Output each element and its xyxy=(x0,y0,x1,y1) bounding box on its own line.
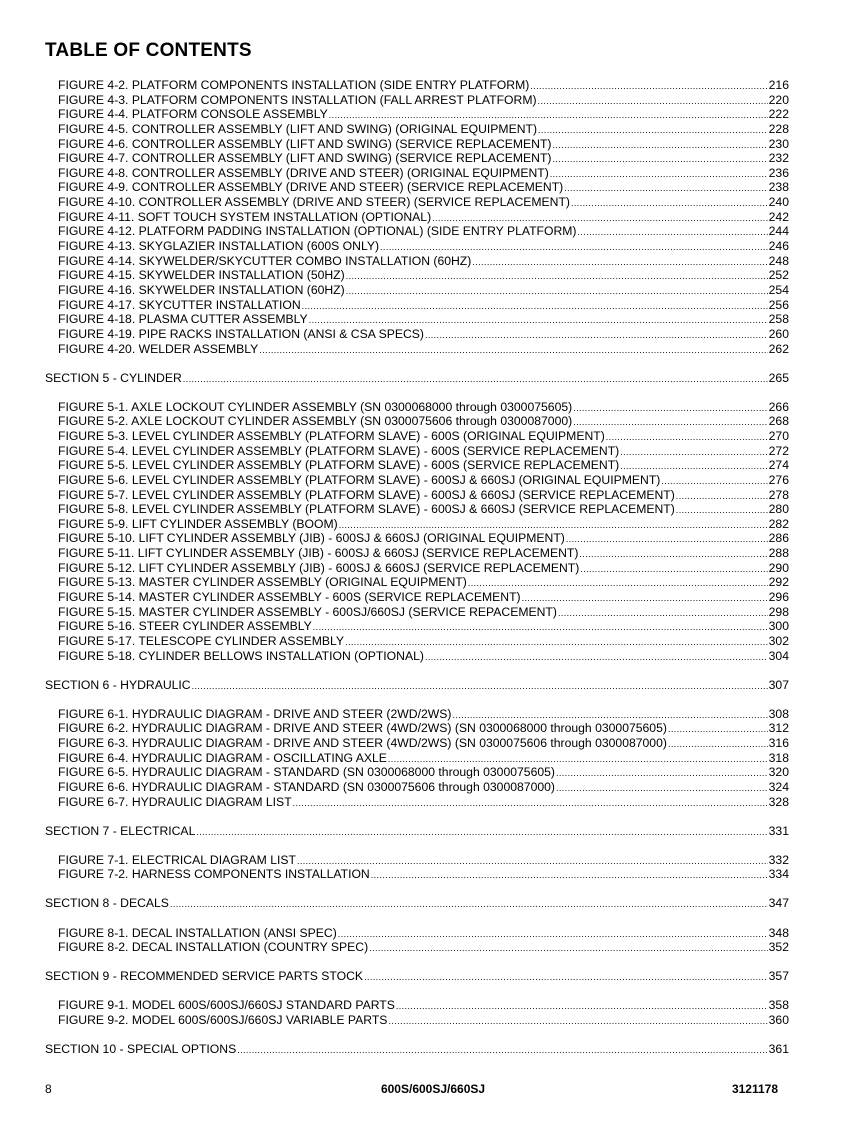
toc-entry-title: FIGURE 9-1. MODEL 600S/600SJ/660SJ STANDARD PARTS xyxy=(58,998,395,1013)
dot-leader xyxy=(192,678,768,693)
toc-entry-page: 276 xyxy=(768,472,789,487)
toc-entry-page: 232 xyxy=(768,151,789,166)
dot-leader xyxy=(620,444,767,459)
dot-leader xyxy=(388,1013,767,1028)
dot-leader xyxy=(472,254,767,269)
toc-figure-entry[interactable] xyxy=(45,166,789,181)
toc-entry-page: 270 xyxy=(768,428,789,443)
table-of-contents xyxy=(45,78,789,1057)
dot-leader xyxy=(329,107,768,122)
dot-leader xyxy=(396,998,768,1013)
toc-spacer xyxy=(45,838,789,852)
toc-entry-page: 318 xyxy=(768,750,789,765)
toc-entry-page: 357 xyxy=(768,969,789,984)
dot-leader xyxy=(293,795,768,810)
toc-entry-title: FIGURE 4-7. CONTROLLER ASSEMBLY (LIFT AND SWING) (SERVICE REPLACEMENT) xyxy=(58,151,552,166)
toc-entry-page: 258 xyxy=(768,312,789,327)
toc-entry-page: 222 xyxy=(768,107,789,122)
footer-page-number: 8 xyxy=(45,1082,52,1096)
toc-section-entry[interactable] xyxy=(45,969,789,984)
toc-entry-title: FIGURE 7-1. ELECTRICAL DIAGRAM LIST xyxy=(58,852,296,867)
toc-figure-entry[interactable] xyxy=(45,531,789,546)
toc-entry-title: FIGURE 5-17. TELESCOPE CYLINDER ASSEMBLY xyxy=(58,633,345,648)
toc-spacer xyxy=(45,911,789,925)
toc-entry-page: 242 xyxy=(768,209,789,224)
dot-leader xyxy=(620,458,767,473)
toc-entry-page: 331 xyxy=(768,823,789,838)
toc-entry-page: 304 xyxy=(768,648,789,663)
toc-entry-title: FIGURE 5-3. LEVEL CYLINDER ASSEMBLY (PLATFORM SLAVE) - 600S (ORIGINAL EQUIPMENT) xyxy=(58,428,605,443)
toc-figure-entry[interactable] xyxy=(45,224,789,239)
dot-leader xyxy=(606,429,768,444)
toc-entry-title: FIGURE 4-17. SKYCUTTER INSTALLATION xyxy=(58,297,301,312)
toc-entry-page: 334 xyxy=(768,867,789,882)
toc-entry-title: FIGURE 5-9. LIFT CYLINDER ASSEMBLY (BOOM) xyxy=(58,516,338,531)
toc-entry-page: 352 xyxy=(768,940,789,955)
toc-section-entry[interactable] xyxy=(45,1042,789,1057)
toc-entry-page: 265 xyxy=(768,370,789,385)
dot-leader xyxy=(661,473,767,488)
toc-figure-entry[interactable] xyxy=(45,780,789,795)
toc-entry-page: 236 xyxy=(768,165,789,180)
dot-leader xyxy=(425,649,768,664)
toc-figure-entry[interactable] xyxy=(45,239,789,254)
dot-leader xyxy=(371,867,768,882)
toc-figure-entry[interactable] xyxy=(45,1013,789,1028)
dot-leader xyxy=(676,488,768,503)
toc-entry-page: 316 xyxy=(768,736,789,751)
dot-leader xyxy=(573,400,767,415)
dot-leader xyxy=(346,283,768,298)
dot-leader xyxy=(556,780,768,795)
toc-entry-page: 307 xyxy=(768,677,789,692)
toc-entry-page: 248 xyxy=(768,253,789,268)
dot-leader xyxy=(369,940,767,955)
toc-figure-entry[interactable] xyxy=(45,151,789,166)
dot-leader xyxy=(566,531,768,546)
toc-entry-page: 312 xyxy=(768,721,789,736)
dot-leader xyxy=(573,414,767,429)
dot-leader xyxy=(309,312,768,327)
toc-figure-entry[interactable] xyxy=(45,312,789,327)
toc-entry-page: 220 xyxy=(768,92,789,107)
dot-leader xyxy=(183,371,768,386)
toc-entry-title: FIGURE 4-18. PLASMA CUTTER ASSEMBLY xyxy=(58,312,308,327)
toc-figure-entry[interactable] xyxy=(45,721,789,736)
dot-leader xyxy=(259,342,767,357)
toc-figure-entry[interactable] xyxy=(45,180,789,195)
toc-figure-entry[interactable] xyxy=(45,649,789,664)
toc-figure-entry[interactable] xyxy=(45,107,789,122)
toc-entry-title: FIGURE 5-13. MASTER CYLINDER ASSEMBLY (ORIGINAL EQUIPMENT) xyxy=(58,575,467,590)
toc-entry-title: FIGURE 5-16. STEER CYLINDER ASSEMBLY xyxy=(58,619,312,634)
toc-entry-title: FIGURE 4-3. PLATFORM COMPONENTS INSTALLATION (FALL ARREST PLATFORM) xyxy=(58,92,537,107)
toc-section-entry[interactable] xyxy=(45,371,789,386)
toc-figure-entry[interactable] xyxy=(45,765,789,780)
toc-figure-entry[interactable] xyxy=(45,619,789,634)
toc-spacer xyxy=(45,385,789,399)
dot-leader xyxy=(668,721,768,736)
dot-leader xyxy=(564,180,767,195)
toc-entry-page: 274 xyxy=(768,458,789,473)
toc-entry-title: FIGURE 5-7. LEVEL CYLINDER ASSEMBLY (PLATFORM SLAVE) - 600SJ & 660SJ (SERVICE REPLACEMENT) xyxy=(58,487,675,502)
toc-entry-title: FIGURE 8-2. DECAL INSTALLATION (COUNTRY SPEC) xyxy=(58,940,369,955)
dot-leader xyxy=(432,210,768,225)
toc-entry-page: 347 xyxy=(768,896,789,911)
toc-spacer xyxy=(45,955,789,969)
toc-entry-page: 260 xyxy=(768,326,789,341)
toc-entry-page: 292 xyxy=(768,575,789,590)
toc-entry-page: 361 xyxy=(768,1042,789,1057)
toc-figure-entry[interactable] xyxy=(45,502,789,517)
toc-figure-entry[interactable] xyxy=(45,940,789,955)
toc-entry-page: 240 xyxy=(768,195,789,210)
toc-entry-title: FIGURE 5-1. AXLE LOCKOUT CYLINDER ASSEMBLY (SN 0300068000 through 0300075605) xyxy=(58,399,573,414)
toc-figure-entry[interactable] xyxy=(45,751,789,766)
toc-figure-entry[interactable] xyxy=(45,634,789,649)
toc-entry-title: FIGURE 6-5. HYDRAULIC DIAGRAM - STANDARD (SN 0300068000 through 0300075605) xyxy=(58,765,555,780)
toc-figure-entry[interactable] xyxy=(45,342,789,357)
toc-entry-page: 324 xyxy=(768,779,789,794)
dot-leader xyxy=(452,707,767,722)
toc-section-entry[interactable] xyxy=(45,896,789,911)
toc-entry-page: 252 xyxy=(768,268,789,283)
toc-entry-page: 332 xyxy=(768,852,789,867)
toc-entry-page: 288 xyxy=(768,546,789,561)
toc-entry-title: FIGURE 4-8. CONTROLLER ASSEMBLY (DRIVE AND STEER) (ORIGINAL EQUIPMENT) xyxy=(58,165,549,180)
toc-entry-title: FIGURE 4-6. CONTROLLER ASSEMBLY (LIFT AND SWING) (SERVICE REPLACEMENT) xyxy=(58,136,552,151)
toc-entry-title: FIGURE 6-2. HYDRAULIC DIAGRAM - DRIVE AND STEER (4WD/2WS) (SN 0300068000 through 0300075605) xyxy=(58,721,667,736)
dot-leader xyxy=(550,166,768,181)
dot-leader xyxy=(538,93,768,108)
toc-entry-page: 286 xyxy=(768,531,789,546)
toc-entry-page: 254 xyxy=(768,282,789,297)
toc-spacer xyxy=(45,984,789,998)
toc-figure-entry[interactable] xyxy=(45,78,789,93)
page-title: TABLE OF CONTENTS xyxy=(45,40,252,61)
toc-entry-page: 228 xyxy=(768,121,789,136)
toc-entry-title: SECTION 5 - CYLINDER xyxy=(45,370,182,385)
toc-entry-page: 300 xyxy=(768,619,789,634)
toc-spacer xyxy=(45,692,789,706)
footer-doc-number: 3121178 xyxy=(731,1082,778,1096)
toc-entry-title: FIGURE 9-2. MODEL 600S/600SJ/660SJ VARIABLE PARTS xyxy=(58,1012,388,1027)
toc-figure-entry[interactable] xyxy=(45,210,789,225)
toc-figure-entry[interactable] xyxy=(45,93,789,108)
toc-entry-title: FIGURE 4-5. CONTROLLER ASSEMBLY (LIFT AND SWING) (ORIGINAL EQUIPMENT) xyxy=(58,121,537,136)
toc-entry-page: 216 xyxy=(768,78,789,92)
toc-entry-page: 308 xyxy=(768,706,789,721)
toc-entry-title: SECTION 7 - ELECTRICAL xyxy=(45,823,196,838)
dot-leader xyxy=(313,619,768,634)
toc-entry-page: 282 xyxy=(768,516,789,531)
toc-spacer xyxy=(45,1028,789,1042)
toc-entry-page: 360 xyxy=(768,1012,789,1027)
toc-figure-entry[interactable] xyxy=(45,575,789,590)
toc-entry-title: FIGURE 5-11. LIFT CYLINDER ASSEMBLY (JIB) - 600SJ & 660SJ (SERVICE REPLACEMENT) xyxy=(58,546,579,561)
toc-figure-entry[interactable] xyxy=(45,590,789,605)
dot-leader xyxy=(297,853,768,868)
toc-entry-page: 328 xyxy=(768,794,789,809)
toc-entry-title: FIGURE 4-13. SKYGLAZIER INSTALLATION (600S ONLY) xyxy=(58,239,380,254)
toc-figure-entry[interactable] xyxy=(45,254,789,269)
toc-entry-title: FIGURE 5-14. MASTER CYLINDER ASSEMBLY - 600S (SERVICE REPLACEMENT) xyxy=(58,590,521,605)
toc-entry-title: FIGURE 6-3. HYDRAULIC DIAGRAM - DRIVE AND STEER (4WD/2WS) (SN 0300075606 through 0300087000) xyxy=(58,736,667,751)
toc-figure-entry[interactable] xyxy=(45,414,789,429)
toc-figure-entry[interactable] xyxy=(45,517,789,532)
toc-entry-page: 244 xyxy=(768,224,789,239)
dot-leader xyxy=(425,327,768,342)
toc-figure-entry[interactable] xyxy=(45,429,789,444)
toc-entry-page: 266 xyxy=(768,399,789,414)
toc-figure-entry[interactable] xyxy=(45,195,789,210)
toc-entry-page: 298 xyxy=(768,604,789,619)
toc-figure-entry[interactable] xyxy=(45,926,789,941)
toc-entry-title: FIGURE 4-12. PLATFORM PADDING INSTALLATION (OPTIONAL) (SIDE ENTRY PLATFORM) xyxy=(58,224,577,239)
toc-figure-entry[interactable] xyxy=(45,546,789,561)
toc-spacer xyxy=(45,356,789,370)
toc-entry-title: FIGURE 5-12. LIFT CYLINDER ASSEMBLY (JIB) - 600SJ & 660SJ (SERVICE REPLACEMENT) xyxy=(58,560,580,575)
toc-figure-entry[interactable] xyxy=(45,853,789,868)
dot-leader xyxy=(580,561,767,576)
toc-entry-page: 358 xyxy=(768,998,789,1013)
toc-entry-title: FIGURE 4-20. WELDER ASSEMBLY xyxy=(58,341,259,356)
toc-section-entry[interactable] xyxy=(45,678,789,693)
toc-figure-entry[interactable] xyxy=(45,561,789,576)
dot-leader xyxy=(578,224,768,239)
toc-entry-page: 302 xyxy=(768,633,789,648)
toc-entry-page: 278 xyxy=(768,487,789,502)
toc-figure-entry[interactable] xyxy=(45,707,789,722)
toc-entry-title: FIGURE 4-15. SKYWELDER INSTALLATION (50HZ) xyxy=(58,268,345,283)
dot-leader xyxy=(668,736,768,751)
toc-entry-title: FIGURE 4-19. PIPE RACKS INSTALLATION (ANSI & CSA SPECS) xyxy=(58,326,424,341)
toc-entry-page: 238 xyxy=(768,180,789,195)
dot-leader xyxy=(380,239,768,254)
toc-entry-title: FIGURE 5-2. AXLE LOCKOUT CYLINDER ASSEMBLY (SN 0300075606 through 0300087000) xyxy=(58,414,573,429)
toc-entry-title: FIGURE 5-10. LIFT CYLINDER ASSEMBLY (JIB) - 600SJ & 660SJ (ORIGINAL EQUIPMENT) xyxy=(58,531,565,546)
toc-figure-entry[interactable] xyxy=(45,298,789,313)
toc-entry-page: 256 xyxy=(768,297,789,312)
dot-leader xyxy=(346,268,768,283)
toc-entry-title: FIGURE 5-18. CYLINDER BELLOWS INSTALLATION (OPTIONAL) xyxy=(58,648,424,663)
dot-leader xyxy=(196,824,767,839)
dot-leader xyxy=(345,634,768,649)
dot-leader xyxy=(338,926,768,941)
toc-entry-title: FIGURE 5-5. LEVEL CYLINDER ASSEMBLY (PLATFORM SLAVE) - 600S (SERVICE REPLACEMENT) xyxy=(58,458,620,473)
toc-entry-title: SECTION 9 - RECOMMENDED SERVICE PARTS STOCK xyxy=(45,969,364,984)
dot-leader xyxy=(237,1042,767,1057)
toc-entry-title: FIGURE 7-2. HARNESS COMPONENTS INSTALLATION xyxy=(58,867,370,882)
toc-figure-entry[interactable] xyxy=(45,283,789,298)
toc-section-entry[interactable] xyxy=(45,824,789,839)
toc-entry-title: FIGURE 4-2. PLATFORM COMPONENTS INSTALLATION (SIDE ENTRY PLATFORM) xyxy=(58,78,530,92)
dot-leader xyxy=(339,517,768,532)
toc-figure-entry[interactable] xyxy=(45,795,789,810)
dot-leader xyxy=(558,605,768,620)
toc-entry-title: FIGURE 5-15. MASTER CYLINDER ASSEMBLY - 600SJ/660SJ (SERVICE REPACEMENT) xyxy=(58,604,557,619)
toc-entry-title: SECTION 8 - DECALS xyxy=(45,896,169,911)
toc-spacer xyxy=(45,882,789,896)
toc-entry-title: FIGURE 4-16. SKYWELDER INSTALLATION (60HZ) xyxy=(58,282,345,297)
dot-leader xyxy=(364,969,768,984)
toc-entry-page: 262 xyxy=(768,341,789,356)
toc-figure-entry[interactable] xyxy=(45,473,789,488)
toc-entry-title: FIGURE 4-9. CONTROLLER ASSEMBLY (DRIVE AND STEER) (SERVICE REPLACEMENT) xyxy=(58,180,564,195)
toc-entry-page: 320 xyxy=(768,765,789,780)
toc-entry-page: 230 xyxy=(768,136,789,151)
toc-entry-title: SECTION 10 - SPECIAL OPTIONS xyxy=(45,1042,237,1057)
dot-leader xyxy=(552,151,767,166)
toc-entry-title: FIGURE 4-10. CONTROLLER ASSEMBLY (DRIVE AND STEER) (SERVICE REPLACEMENT) xyxy=(58,195,570,210)
toc-entry-page: 296 xyxy=(768,590,789,605)
toc-spacer xyxy=(45,809,789,823)
toc-figure-entry[interactable] xyxy=(45,488,789,503)
toc-entry-page: 348 xyxy=(768,925,789,940)
toc-figure-entry[interactable] xyxy=(45,458,789,473)
toc-entry-title: FIGURE 6-7. HYDRAULIC DIAGRAM LIST xyxy=(58,794,292,809)
toc-entry-title: FIGURE 8-1. DECAL INSTALLATION (ANSI SPEC) xyxy=(58,925,337,940)
toc-entry-title: FIGURE 5-4. LEVEL CYLINDER ASSEMBLY (PLATFORM SLAVE) - 600S (SERVICE REPLACEMENT) xyxy=(58,443,620,458)
toc-figure-entry[interactable] xyxy=(45,268,789,283)
toc-entry-page: 272 xyxy=(768,443,789,458)
toc-figure-entry[interactable] xyxy=(45,736,789,751)
toc-entry-title: FIGURE 5-6. LEVEL CYLINDER ASSEMBLY (PLATFORM SLAVE) - 600SJ & 660SJ (ORIGINAL EQUIPMENT) xyxy=(58,472,661,487)
dot-leader xyxy=(556,765,768,780)
toc-entry-title: FIGURE 4-14. SKYWELDER/SKYCUTTER COMBO INSTALLATION (60HZ) xyxy=(58,253,472,268)
dot-leader xyxy=(522,590,768,605)
dot-leader xyxy=(170,896,768,911)
toc-entry-title: SECTION 6 - HYDRAULIC xyxy=(45,677,191,692)
toc-figure-entry[interactable] xyxy=(45,137,789,152)
toc-entry-title: FIGURE 6-1. HYDRAULIC DIAGRAM - DRIVE AND STEER (2WD/2WS) xyxy=(58,706,452,721)
toc-entry-page: 268 xyxy=(768,414,789,429)
toc-figure-entry[interactable] xyxy=(45,605,789,620)
footer-model: 600S/600SJ/660SJ xyxy=(380,1082,486,1096)
toc-figure-entry[interactable] xyxy=(45,327,789,342)
dot-leader xyxy=(302,298,768,313)
dot-leader xyxy=(552,137,767,152)
toc-entry-page: 246 xyxy=(768,239,789,254)
dot-leader xyxy=(530,78,767,93)
toc-entry-page: 290 xyxy=(768,560,789,575)
toc-figure-entry[interactable] xyxy=(45,444,789,459)
toc-figure-entry[interactable] xyxy=(45,122,789,137)
dot-leader xyxy=(388,751,768,766)
dot-leader xyxy=(579,546,767,561)
dot-leader xyxy=(468,575,768,590)
dot-leader xyxy=(571,195,768,210)
toc-figure-entry[interactable] xyxy=(45,867,789,882)
dot-leader xyxy=(676,502,768,517)
toc-spacer xyxy=(45,663,789,677)
toc-entry-title: FIGURE 6-4. HYDRAULIC DIAGRAM - OSCILLATING AXLE xyxy=(58,750,387,765)
toc-figure-entry[interactable] xyxy=(45,998,789,1013)
toc-entry-title: FIGURE 5-8. LEVEL CYLINDER ASSEMBLY (PLATFORM SLAVE) - 600SJ & 660SJ (SERVICE REPLACEMENT) xyxy=(58,502,675,517)
dot-leader xyxy=(538,122,768,137)
toc-figure-entry[interactable] xyxy=(45,400,789,415)
toc-entry-page: 280 xyxy=(768,502,789,517)
toc-entry-title: FIGURE 4-4. PLATFORM CONSOLE ASSEMBLY xyxy=(58,107,328,122)
toc-entry-title: FIGURE 4-11. SOFT TOUCH SYSTEM INSTALLATION (OPTIONAL) xyxy=(58,209,432,224)
toc-entry-title: FIGURE 6-6. HYDRAULIC DIAGRAM - STANDARD (SN 0300075606 through 0300087000) xyxy=(58,779,555,794)
